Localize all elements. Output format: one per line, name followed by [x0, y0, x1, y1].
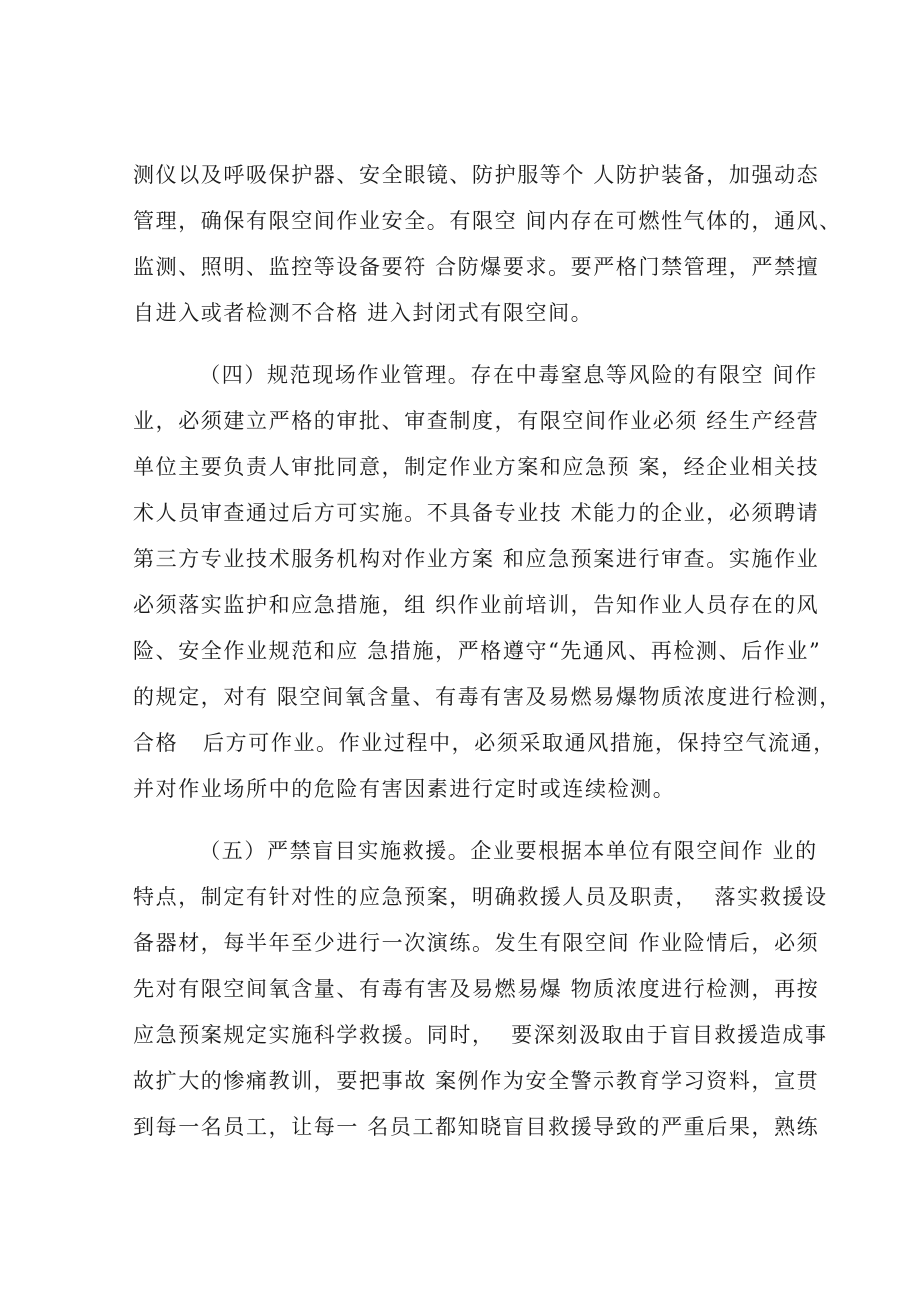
paragraph-gap: [133, 812, 793, 828]
text-line: 的规定，对有 限空间氧含量、有毒有害及易燃易爆物质浓度进行检测，: [133, 685, 842, 709]
text-line: 险、安全作业规范和应 急措施，严格遵守“先通风、再检测、后作业”: [133, 639, 822, 663]
text-line: 自进入或者检测不合格 进入封闭式有限空间。: [133, 301, 594, 325]
text-line: 测仪以及呼吸保护器、安全眼镜、防护服等个 人防护装备，加强动态: [133, 163, 820, 187]
text-line: 第三方专业技术服务机构对作业方案 和应急预案进行审查。实施作业: [133, 547, 820, 571]
text-line: 到每一名员工，让每一 名员工都知晓盲目救援导致的严重后果，熟练: [133, 1115, 820, 1139]
text-line: 先对有限空间氧含量、有毒有害及易燃易爆 物质浓度进行检测，再按: [133, 977, 820, 1001]
text-line: （五）严禁盲目实施救援。企业要根据本单位有限空间作 业的: [133, 839, 818, 863]
text-line: 业，必须建立严格的审批、审查制度，有限空间作业必须 经生产经营: [133, 409, 820, 433]
text-line: 必须落实监护和应急措施，组 织作业前培训，告知作业人员存在的风: [133, 593, 820, 617]
text-line: 备器材，每半年至少进行一次演练。发生有限空间 作业险情后，必须: [133, 931, 820, 955]
text-line: 监测、照明、监控等设备要符 合防爆要求。要严格门禁管理，严禁擅: [133, 255, 820, 279]
text-line: 合格 后方可作业。作业过程中，必须采取通风措施，保持空气流通，: [133, 731, 836, 755]
document-body: [133, 152, 842, 1150]
text-line: 单位主要负责人审批同意，制定作业方案和应急预 案，经企业相关技: [133, 455, 820, 479]
text-line: 管理，确保有限空间作业安全。有限空 间内存在可燃性气体的，通风、: [133, 209, 842, 233]
text-line: 应急预案规定实施科学救援。同时， 要深刻汲取由于盲目救援造成事: [133, 1023, 828, 1047]
paragraph-protective-equipment: [133, 152, 842, 336]
text-line: 故扩大的惨痛教训，要把事故 案例作为安全警示教育学习资料，宣贯: [133, 1069, 820, 1093]
paragraph-blind-rescue-prohibition: [133, 828, 828, 1150]
text-line: 并对作业场所中的危险有害因素进行定时或连续检测。: [133, 777, 676, 801]
text-line: （四）规范现场作业管理。存在中毒窒息等风险的有限空 间作: [133, 363, 818, 387]
paragraph-gap: [133, 336, 793, 352]
paragraph-site-operation-management: [133, 352, 842, 812]
text-line: 特点，制定有针对性的应急预案，明确救援人员及职责， 落实救援设: [133, 885, 828, 909]
text-line: 术人员审查通过后方可实施。不具备专业技 术能力的企业，必须聘请: [133, 501, 820, 525]
